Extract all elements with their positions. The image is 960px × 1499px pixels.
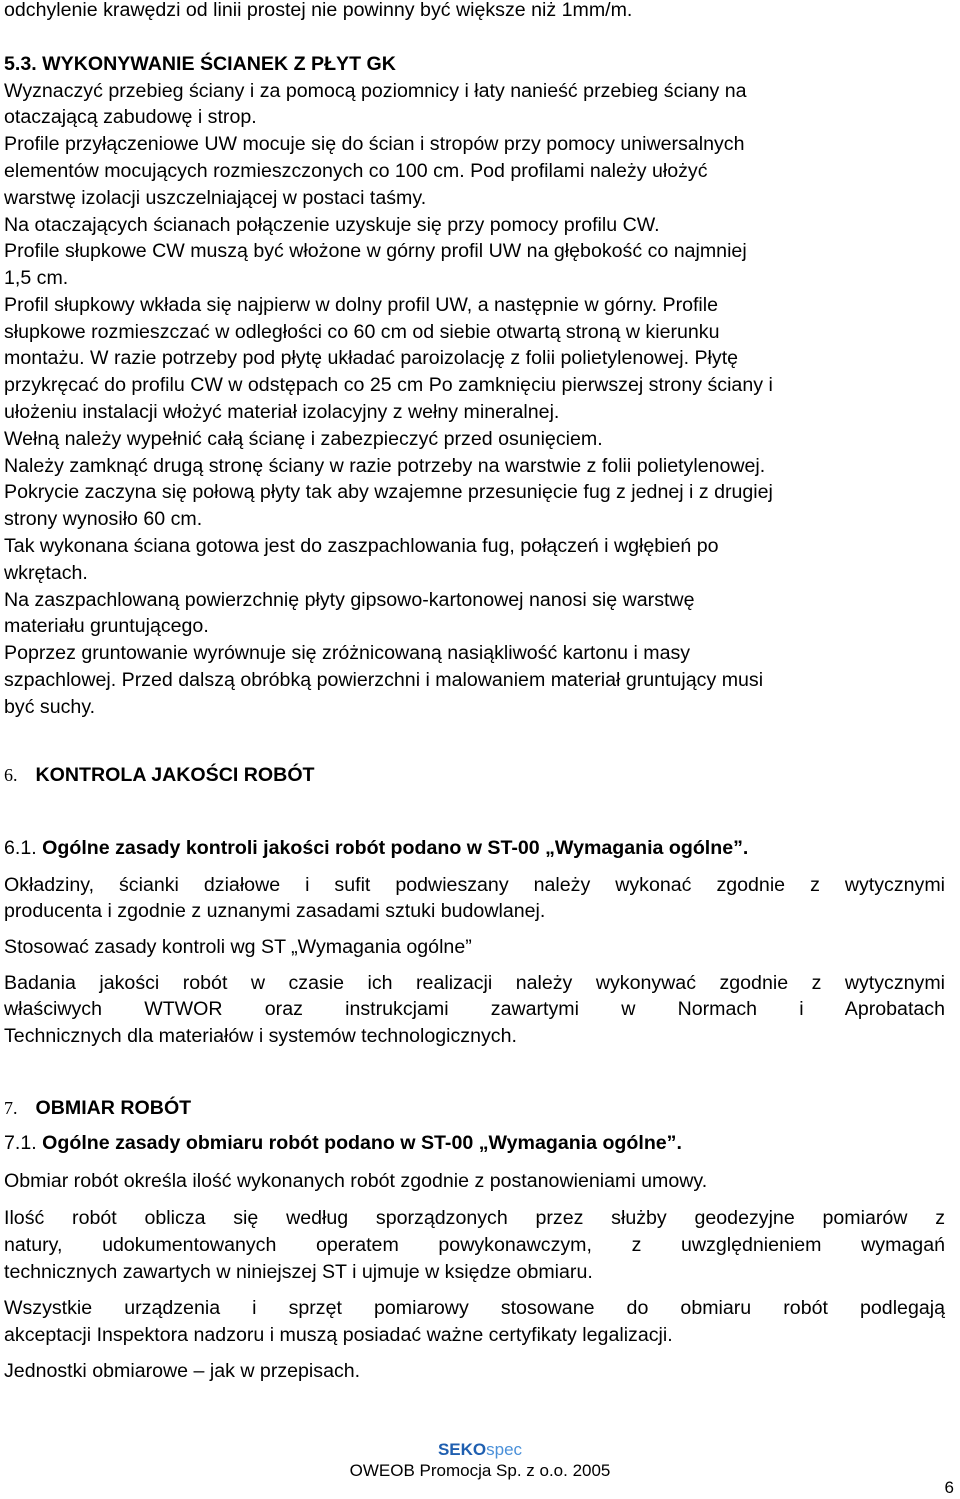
section-6-heading — [4, 762, 315, 788]
intro-text: odchylenie krawędzi od linii prostej nie powinny być większe niż 1mm/m. — [4, 0, 633, 21]
body-line: technicznych zawartych w niniejszej ST i ujmuje w księdze obmiaru. — [4, 1261, 593, 1283]
body-line: Technicznych dla materiałów i systemów technologicznych. — [4, 1025, 517, 1047]
section-6-1-heading — [4, 835, 748, 861]
body-line: szpachlowej. Przed dalszą obróbką powierzchni i malowaniem materiał gruntujący musi — [4, 669, 764, 691]
body-line: Profile słupkowe CW muszą być włożone w górny profil UW na głębokość co najmniej — [4, 240, 747, 262]
body-line: strony wynosiło 60 cm. — [4, 508, 203, 530]
body-line: Na otaczających ścianach połączenie uzyskuje się przy pomocy profilu CW. — [4, 214, 660, 236]
body-line: Poprzez gruntowanie wyrównuje się zróżnicowaną nasiąkliwość kartonu i masy — [4, 642, 691, 664]
footer-organization: OWEOB Promocja Sp. z o.o. 2005 — [349, 1461, 611, 1480]
body-line: Badania jakości robót w czasie ich realizacji należy wykonywać zgodnie z wytycznymi — [4, 972, 945, 994]
body-line: Okładziny, ścianki działowe i sufit podwieszany należy wykonać zgodnie z wytycznymi — [4, 874, 945, 896]
subsection-number: 7.1. — [4, 1132, 37, 1154]
body-line: Stosować zasady kontroli wg ST „Wymagania ogólne” — [4, 936, 472, 958]
body-line: warstwę izolacji uszczelniającej w postaci taśmy. — [4, 187, 427, 209]
body-line: przykręcać do profilu CW w odstępach co 25 cm Po zamknięciu pierwszej strony ściany i — [4, 374, 773, 396]
body-line: Tak wykonana ściana gotowa jest do zaszpachlowania fug, połączeń i wgłębień po — [4, 535, 719, 557]
section-number: 7. — [4, 1098, 18, 1118]
section-title: OBMIAR ROBÓT — [35, 1097, 192, 1119]
logo-text-spec: spec — [486, 1440, 523, 1459]
body-line: otaczającą zabudowę i strop. — [4, 106, 257, 128]
logo-text-seko: SEKO — [437, 1440, 487, 1459]
body-line: materiału gruntującego. — [4, 615, 209, 637]
body-line: producenta i zgodnie z uznanymi zasadami sztuki budowlanej. — [4, 900, 546, 922]
body-line: słupkowe rozmieszczać w odległości co 60 cm od siebie otwartą stroną w kierunku — [4, 321, 720, 343]
section-title: KONTROLA JAKOŚCI ROBÓT — [35, 764, 315, 786]
body-line: być suchy. — [4, 696, 96, 718]
body-line: Obmiar robót określa ilość wykonanych robót zgodnie z postanowieniami umowy. — [4, 1170, 708, 1192]
body-line: montażu. W razie potrzeby pod płytę układać paroizolację z folii polietylenowej. Płytę — [4, 347, 739, 369]
body-line: 1,5 cm. — [4, 267, 69, 289]
page-number: 6 — [944, 1478, 954, 1497]
section-5-3-heading: 5.3. WYKONYWANIE ŚCIANEK Z PŁYT GK — [4, 53, 396, 75]
body-line: natury, udokumentowanych operatem powykonawczym, z uwzględnieniem wymagań — [4, 1234, 945, 1256]
body-line: ułożeniu instalacji włożyć materiał izolacyjny z wełny mineralnej. — [4, 401, 560, 423]
section-7-heading — [4, 1095, 191, 1121]
body-line: akceptacji Inspektora nadzoru i muszą posiadać ważne certyfikaty legalizacji. — [4, 1324, 673, 1346]
body-line: Na zaszpachlowaną powierzchnię płyty gipsowo-kartonowej nanosi się warstwę — [4, 589, 695, 611]
body-line: elementów mocujących rozmieszczonych co 100 cm. Pod profilami należy ułożyć — [4, 160, 708, 182]
section-7-1-heading — [4, 1130, 682, 1156]
body-line: wkrętach. — [4, 562, 88, 584]
body-line: Wyznaczyć przebieg ściany i za pomocą poziomnicy i łaty nanieść przebieg ściany na — [4, 80, 747, 102]
body-line: Wszystkie urządzenia i sprzęt pomiarowy stosowane do obmiaru robót podlegają — [4, 1297, 945, 1319]
body-line: Jednostki obmiarowe – jak w przepisach. — [4, 1360, 361, 1382]
section-number: 6. — [4, 765, 18, 785]
body-line: Ilość robót oblicza się według sporządzonych przez służby geodezyjne pomiarów z — [4, 1207, 945, 1229]
body-line: Należy zamknąć drugą stronę ściany w razie potrzeby na warstwie z folii polietylenowej. — [4, 455, 766, 477]
subsection-number: 6.1. — [4, 837, 37, 859]
subsection-title: Ogólne zasady kontroli jakości robót podano w ST-00 „Wymagania ogólne”. — [42, 837, 749, 859]
subsection-title: Ogólne zasady obmiaru robót podano w ST-00 „Wymagania ogólne”. — [42, 1132, 682, 1154]
footer-logo — [0, 1440, 960, 1460]
body-line: Profil słupkowy wkłada się najpierw w dolny profil UW, a następnie w górny. Profile — [4, 294, 719, 316]
body-line: Profile przyłączeniowe UW mocuje się do ścian i stropów przy pomocy uniwersalnych — [4, 133, 745, 155]
body-line: właściwych WTWOR oraz instrukcjami zawartymi w Normach i Aprobatach — [4, 998, 945, 1020]
body-line: Pokrycie zaczyna się połową płyty tak aby wzajemne przesunięcie fug z jednej i z drugiej — [4, 481, 773, 503]
body-line: Wełną należy wypełnić całą ścianę i zabezpieczyć przed osunięciem. — [4, 428, 603, 450]
